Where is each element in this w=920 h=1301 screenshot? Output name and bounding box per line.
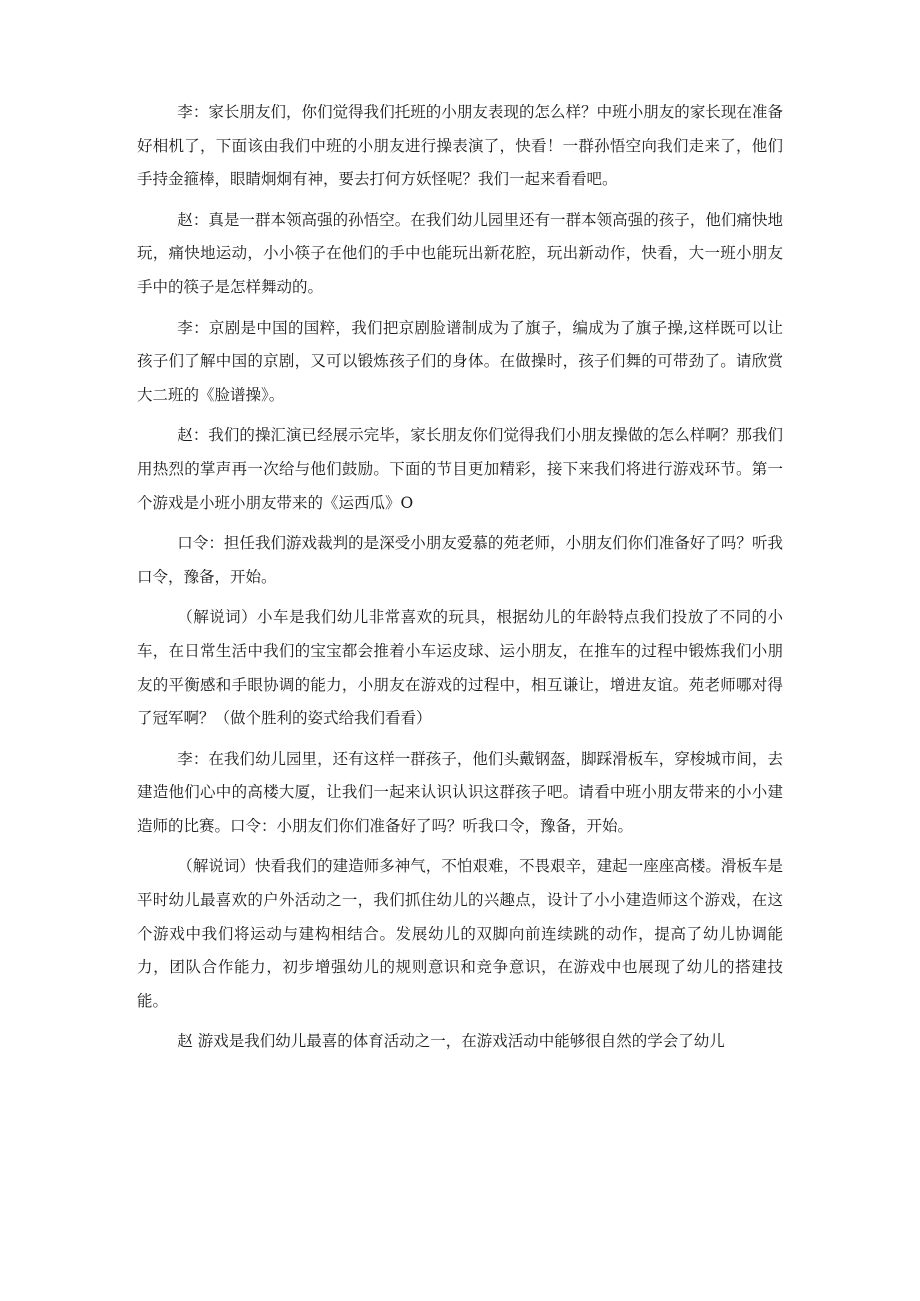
paragraph-8: （解说词）快看我们的建造师多神气，不怕艰难，不畏艰辛，建起一座座高楼。滑板车是平时幼儿最喜欢的户外活动之一，我们抓住幼儿的兴趣点，设计了小小建造师这个游戏，在这个游戏中我们将运动与建构相结合。发展幼儿的双脚向前连续跳的动作，提高了幼儿协调能力，团队合作能力，初步增强幼儿的规则意识和竞争意识，在游戏中也展现了幼儿的搭建技能。 <box>137 857 783 1010</box>
paragraph-9: 赵 游戏是我们幼儿最喜的体育活动之一，在游戏活动中能够很自然的学会了幼儿 <box>177 1032 725 1051</box>
paragraph-1: 李：家长朋友们，你们觉得我们托班的小朋友表现的怎么样？中班小朋友的家长现在准备好相机了，下面该由我们中班的小朋友进行操表演了，快看！一群孙悟空向我们走来了，他们手持金箍棒，眼睛炯炯有神，要去打何方妖怪呢？我们一起来看看吧。 <box>137 103 783 189</box>
paragraph-7: 李：在我们幼儿园里，还有这样一群孩子，他们头戴钢盔，脚踩滑板车，穿梭城市间，去建造他们心中的高楼大厦，让我们一起来认识认识这群孩子吧。请看中班小朋友带来的小小建造师的比赛。口令：小朋友们你们准备好了吗？听我口令，豫备，开始。 <box>137 749 783 835</box>
paragraph-2: 赵：真是一群本领高强的孙悟空。在我们幼儿园里还有一群本领高强的孩子，他们痛快地玩，痛快地运动，小小筷子在他们的手中也能玩出新花腔，玩出新动作，快看，大一班小朋友手中的筷子是怎样舞动的。 <box>137 210 783 296</box>
paragraph-3: 李：京剧是中国的国粹，我们把京剧脸谱制成为了旗子，编成为了旗子操,这样既可以让孩子们了解中国的京剧，又可以锻炼孩子们的身体。在做操时，孩子们舞的可带劲了。请欣赏大二班的《脸谱操》。 <box>137 318 783 404</box>
paragraph-6: （解说词）小车是我们幼儿非常喜欢的玩具，根据幼儿的年龄特点我们投放了不同的小车，在日常生活中我们的宝宝都会推着小车运皮球、运小朋友，在推车的过程中锻炼我们小朋友的平衡感和手眼协调的能力，小朋友在游戏的过程中，相互谦让，增进友谊。苑老师哪对得了冠军啊？（做个胜利的姿式给我们看看） <box>137 608 783 728</box>
document-body <box>137 96 783 1066</box>
paragraph-4: 赵：我们的操汇演已经展示完毕，家长朋友你们觉得我们小朋友操做的怎么样啊？那我们用热烈的掌声再一次给与他们鼓励。下面的节目更加精彩，接下来我们将进行游戏环节。第一个游戏是小班小朋友带来的《运西瓜》O <box>137 426 783 512</box>
paragraph-5: 口令：担任我们游戏裁判的是深受小朋友爱慕的苑老师，小朋友们你们准备好了吗？听我口令，豫备，开始。 <box>137 534 783 586</box>
